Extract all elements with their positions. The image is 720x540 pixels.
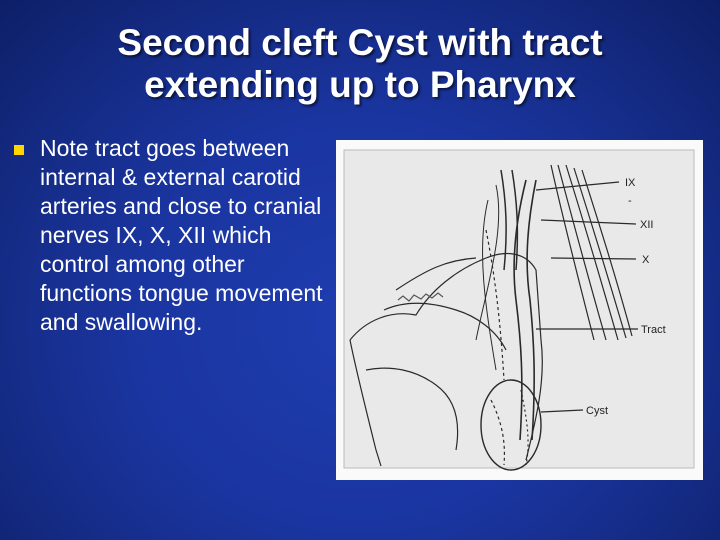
bullet-item: [14, 134, 326, 337]
label-cyst: Cyst: [586, 405, 608, 417]
bullet-text: Note tract goes between internal & external carotid arteries and close to cranial nerves IX, X, XII which control among other functions tongue movement and swallowing.: [40, 135, 323, 335]
label-dash: -: [628, 195, 632, 207]
square-bullet-icon: [14, 145, 24, 155]
title-line-2: extending up to Pharynx: [144, 64, 576, 105]
illustration-svg: [336, 140, 703, 480]
label-tract: Tract: [641, 324, 666, 336]
label-ix: IX: [625, 177, 636, 189]
slide-title: [40, 22, 680, 106]
label-xii: XII: [640, 219, 654, 231]
title-line-1: Second cleft Cyst with tract: [117, 22, 603, 63]
label-x: X: [642, 254, 650, 266]
anatomical-illustration: [336, 140, 703, 480]
